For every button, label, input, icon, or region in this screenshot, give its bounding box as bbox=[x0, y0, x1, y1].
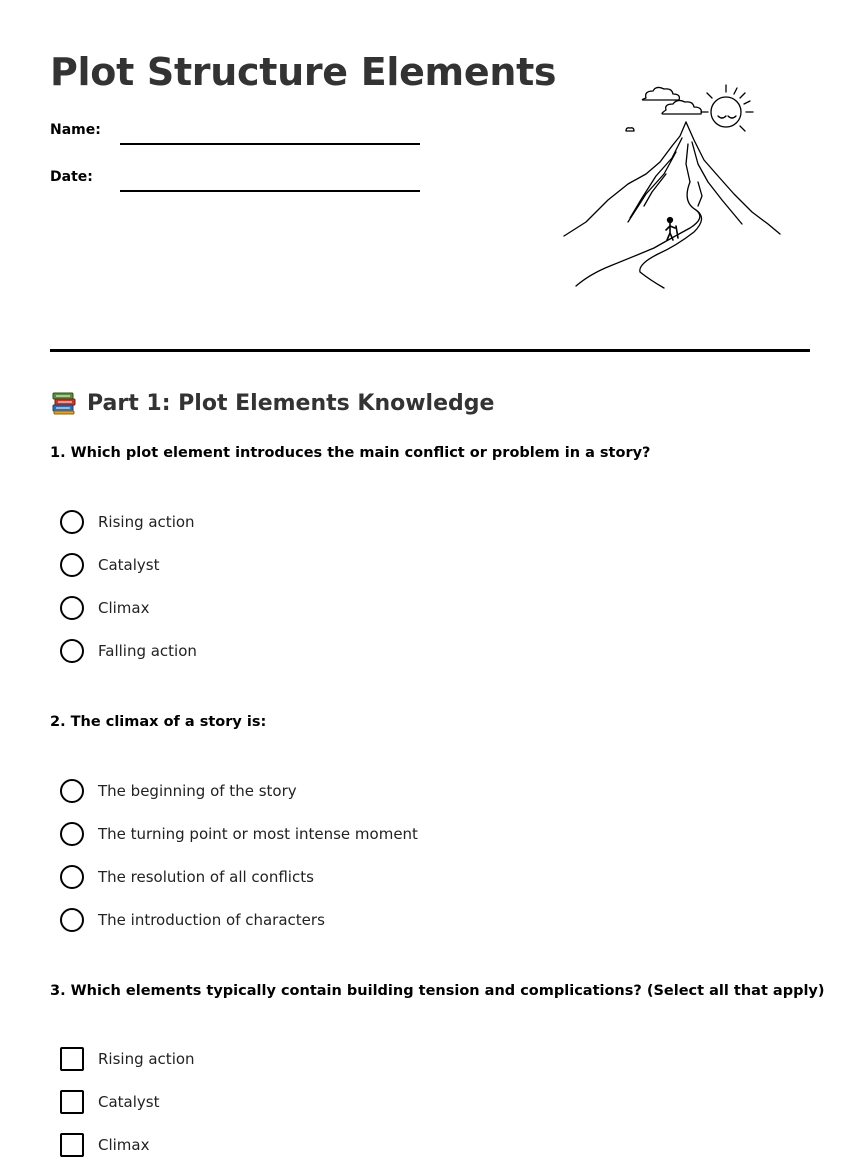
q2-option-3[interactable] bbox=[60, 864, 314, 890]
radio-button[interactable] bbox=[60, 639, 84, 663]
radio-button[interactable] bbox=[60, 553, 84, 577]
radio-button[interactable] bbox=[60, 822, 84, 846]
page-title: Plot Structure Elements bbox=[50, 50, 557, 94]
option-label: The beginning of the story bbox=[98, 782, 297, 800]
question-3: 3. Which elements typically contain building tension and complications? (Select all that apply) bbox=[50, 983, 825, 999]
radio-button[interactable] bbox=[60, 596, 84, 620]
option-label: Climax bbox=[98, 599, 150, 617]
mountain-climber-illustration bbox=[558, 82, 790, 304]
question-1: 1. Which plot element introduces the main conflict or problem in a story? bbox=[50, 445, 651, 461]
option-label: Rising action bbox=[98, 1050, 195, 1068]
option-label: The introduction of characters bbox=[98, 911, 325, 929]
q3-option-1[interactable] bbox=[60, 1046, 195, 1072]
option-label: Rising action bbox=[98, 513, 195, 531]
question-2: 2. The climax of a story is: bbox=[50, 714, 267, 730]
part1-title bbox=[50, 389, 494, 417]
q1-option-1[interactable] bbox=[60, 509, 195, 535]
name-field[interactable] bbox=[120, 143, 420, 145]
checkbox[interactable] bbox=[60, 1090, 84, 1114]
date-label: Date: bbox=[50, 169, 93, 185]
header-divider bbox=[50, 349, 810, 352]
option-label: The turning point or most intense moment bbox=[98, 825, 418, 843]
radio-button[interactable] bbox=[60, 865, 84, 889]
q2-option-2[interactable] bbox=[60, 821, 418, 847]
option-label: Catalyst bbox=[98, 556, 160, 574]
radio-button[interactable] bbox=[60, 908, 84, 932]
radio-button[interactable] bbox=[60, 510, 84, 534]
q1-option-3[interactable] bbox=[60, 595, 150, 621]
q3-option-2[interactable] bbox=[60, 1089, 159, 1115]
q1-option-4[interactable] bbox=[60, 638, 197, 664]
radio-button[interactable] bbox=[60, 779, 84, 803]
q3-option-3[interactable] bbox=[60, 1132, 150, 1158]
option-label: Catalyst bbox=[98, 1093, 160, 1111]
option-label: Falling action bbox=[98, 642, 197, 660]
checkbox[interactable] bbox=[60, 1047, 84, 1071]
option-label: Climax bbox=[98, 1136, 150, 1154]
name-label: Name: bbox=[50, 122, 101, 138]
books-icon bbox=[50, 389, 78, 417]
q2-option-1[interactable] bbox=[60, 778, 297, 804]
q2-option-4[interactable] bbox=[60, 907, 325, 933]
part1-title-text: Part 1: Plot Elements Knowledge bbox=[87, 390, 495, 416]
option-label: The resolution of all conflicts bbox=[98, 868, 314, 886]
checkbox[interactable] bbox=[60, 1133, 84, 1157]
q1-option-2[interactable] bbox=[60, 552, 159, 578]
date-field[interactable] bbox=[120, 190, 420, 192]
